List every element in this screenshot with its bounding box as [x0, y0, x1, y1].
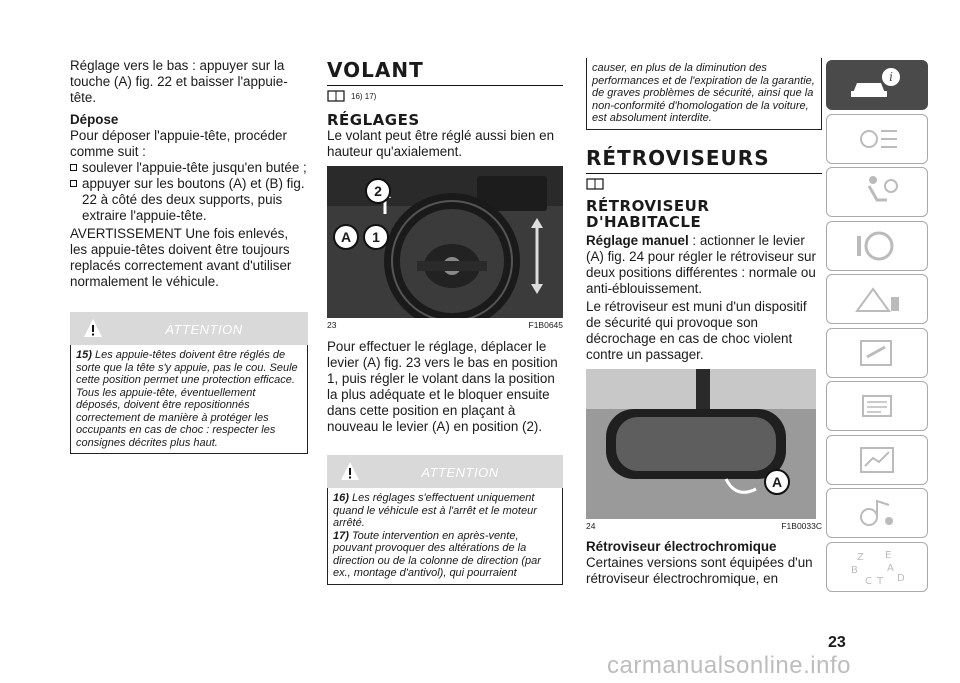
note-text: Toute intervention en après-vente, pouvant provoquer des altérations de la direction ou de la colonne de direction (par ex., montage d'antivol), qui pourraient — [333, 529, 541, 579]
note-text: Les appuie-têtes doivent être réglés de sorte que la tête s'y appuie, pas le cou. Seule cette position permet une protection efficace. Tous les appuie-tête, éventuellement déposés, doivent être repositionnés correctement de manière à protéger les occupants en cas de choc : respecter les consignes décrites plus haut. — [76, 349, 298, 449]
note-number: 16) — [333, 492, 349, 504]
mirror-photo — [586, 369, 816, 519]
warning-note — [327, 488, 563, 585]
column-1 — [70, 58, 308, 454]
technical-data-icon — [847, 440, 907, 480]
paragraph: Réglage vers le bas : appuyer sur la touche (A) fig. 22 et baisser l'appuie-tête. — [70, 58, 288, 105]
callout-a: A — [333, 224, 359, 250]
svg-text:E: E — [885, 549, 892, 561]
callout-1: 1 — [363, 224, 389, 250]
svg-text:i: i — [889, 70, 893, 84]
heading-depose: Dépose — [70, 112, 119, 127]
index-letters-icon — [847, 547, 907, 587]
figure-caption — [586, 521, 822, 531]
paragraph: Pour déposer l'appuie-tête, procéder comme suit : — [70, 128, 287, 159]
figure-code: F1B0033C — [781, 520, 822, 531]
tab-safety[interactable] — [826, 167, 928, 217]
svg-text:D: D — [897, 572, 905, 584]
section-title-retroviseurs: RÉTROVISEURS — [586, 146, 822, 174]
warning-header — [327, 455, 563, 488]
subsection-title: RÉTROVISEUR D'HABITACLE — [586, 196, 710, 231]
subsection-title: RÉGLAGES — [327, 111, 420, 129]
paragraph: Le rétroviseur est muni d'un dispositif de sécurité qui provoque son décrochage en cas de choc violent contre un passager. — [586, 298, 807, 362]
note-number: 17) — [333, 529, 349, 542]
column-2 — [327, 58, 563, 585]
watermark: carmanualsonline.info — [607, 652, 851, 679]
tab-emergency[interactable] — [826, 274, 928, 324]
dashboard-lights-icon — [847, 119, 907, 159]
tab-technical[interactable] — [826, 381, 928, 431]
toolbox-icon — [847, 333, 907, 373]
steering-wheel-photo — [327, 166, 563, 318]
note-number: 15) — [76, 349, 92, 361]
figure-mirror — [586, 369, 816, 519]
svg-text:T: T — [877, 575, 884, 587]
section-title-volant: VOLANT — [327, 58, 563, 86]
note-text: causer, en plus de la diminution des performances et de l'expiration de la garantie, de graves problèmes de sécurité, ainsi que la non-conformité d'homologation de la voiture, est absolument interdite. — [592, 62, 815, 124]
multimedia-icon — [847, 493, 907, 533]
heading-reglage-manuel: Réglage manuel — [586, 232, 689, 248]
maintenance-icon — [847, 386, 907, 426]
note-text: Les réglages s'effectuent uniquement quand le véhicule est à l'arrêt et le moteur arrêté. — [333, 492, 537, 529]
bullet-item: appuyer sur les boutons (A) et (B) fig. 22 à côté des deux supports, puis extraire l'appuie-tête. — [70, 176, 308, 224]
callout-a: A — [764, 469, 790, 495]
paragraph: : actionner le levier (A) fig. 24 pour régler le rétroviseur sur deux positions différentes : normale ou anti-éblouissement. — [586, 232, 816, 296]
figure-code: F1B0645 — [528, 320, 563, 330]
warning-note — [70, 345, 308, 454]
svg-text:B: B — [851, 564, 858, 576]
manual-book-icon — [327, 90, 345, 102]
svg-text:C: C — [865, 575, 872, 587]
svg-text:A: A — [887, 562, 894, 574]
airbag-seat-icon — [847, 172, 907, 212]
manual-refs — [327, 90, 563, 102]
tab-driving[interactable] — [826, 221, 928, 271]
heading-electrochromique: Rétroviseur électrochromique — [586, 538, 777, 554]
figure-caption — [327, 320, 563, 330]
bullet-item: soulever l'appuie-tête jusqu'en butée ; — [70, 160, 308, 176]
road-warning-icon — [847, 279, 907, 319]
column-3 — [586, 58, 822, 587]
warning-header — [70, 312, 308, 345]
steering-wheel-icon — [847, 226, 907, 266]
figure-number: 23 — [327, 320, 337, 330]
chapter-tabs — [826, 60, 928, 595]
figure-number: 24 — [586, 520, 596, 531]
warning-label: ATTENTION — [421, 465, 499, 480]
paragraph: Le volant peut être réglé aussi bien en hauteur qu'axialement. — [327, 128, 555, 159]
page-number: 23 — [828, 634, 846, 651]
tab-dashboard[interactable] — [826, 114, 928, 164]
tab-multimedia[interactable] — [826, 488, 928, 538]
paragraph: Pour effectuer le réglage, déplacer le levier (A) fig. 23 vers le bas en position 1, puis régler le volant dans la position la plus adéquate et le bloquer ensuite dans cette position en plaçant à nouveau le levier (A) en position (2). — [327, 339, 558, 434]
paragraph: Certaines versions sont équipées d'un rétroviseur électrochromique, en — [586, 554, 813, 586]
warning-note-continued — [586, 58, 822, 130]
svg-text:Z: Z — [857, 551, 864, 563]
manual-book-icon — [586, 178, 604, 190]
figure-steering-wheel — [327, 166, 563, 318]
tab-index[interactable] — [826, 542, 928, 592]
manual-refs — [586, 178, 822, 190]
tab-maintenance[interactable] — [826, 328, 928, 378]
callout-2: 2 — [365, 178, 391, 204]
tab-car-info[interactable] — [826, 60, 928, 110]
tab-data[interactable] — [826, 435, 928, 485]
paragraph: AVERTISSEMENT Une fois enlevés, les appuie-têtes doivent être toujours replacés correctement avant d'utiliser normalement le véhicule. — [70, 226, 292, 289]
warning-label: ATTENTION — [165, 322, 243, 337]
note-refs: 16) 17) — [351, 91, 377, 101]
car-info-icon — [847, 65, 907, 105]
